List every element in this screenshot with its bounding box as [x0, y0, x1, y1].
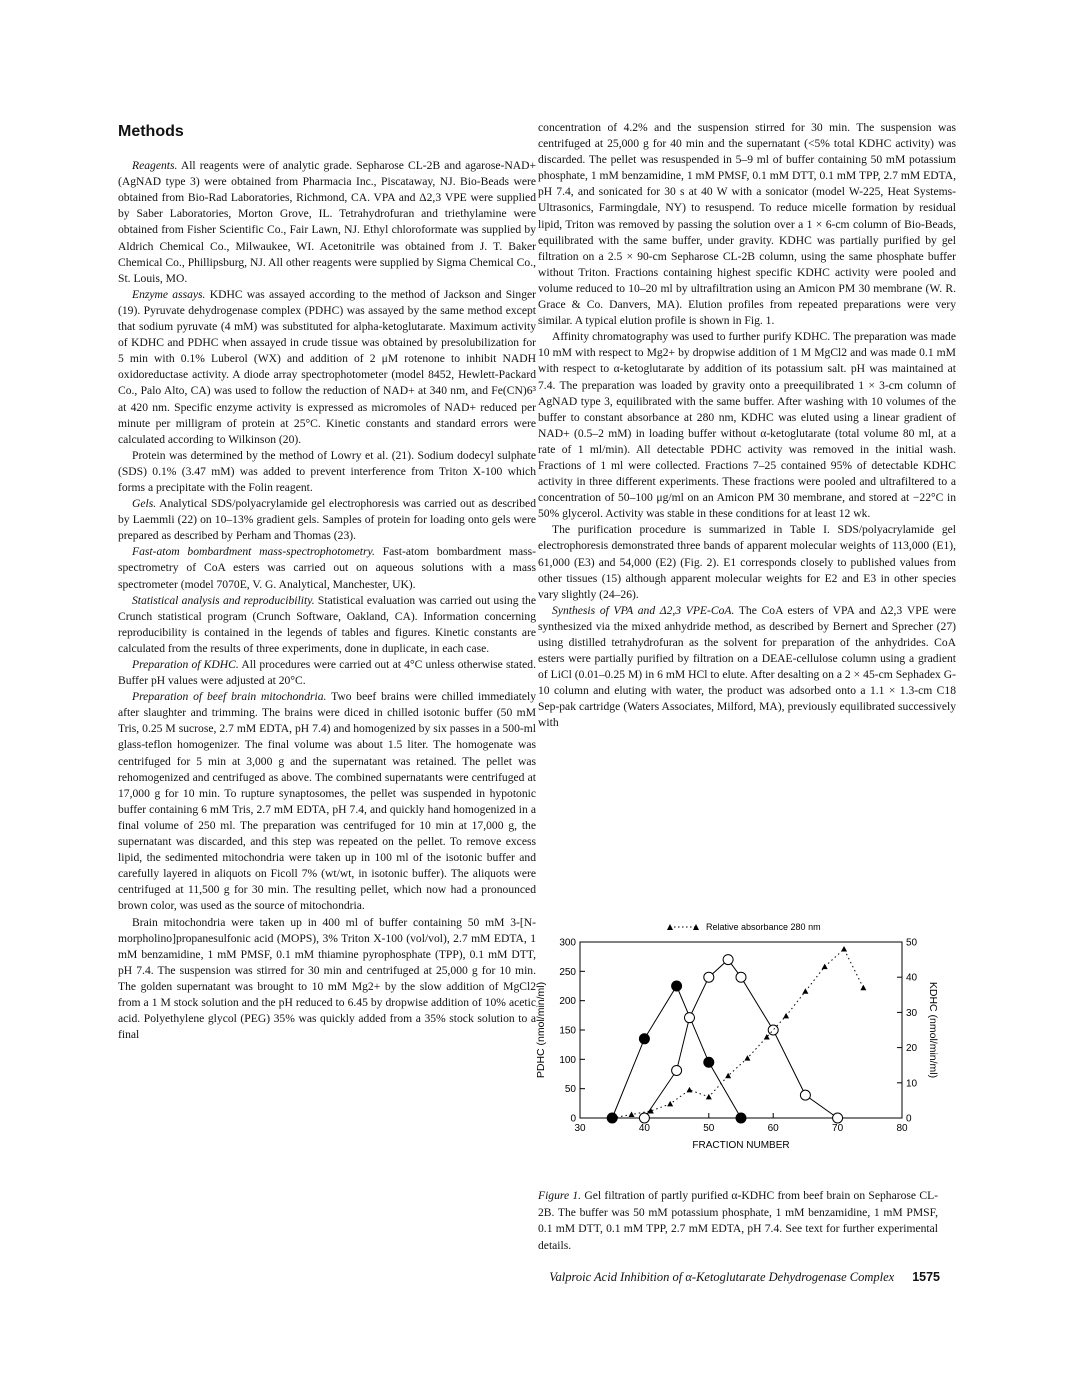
- paragraph-text: Two beef brains were chilled immediately after slaughter and trimming. The brains were diced in chilled isotonic buffer (50 mM Tris, 0.25 M sucrose, 2.7 mM EDTA, pH 7.4) and homogenized by six passes in a 500-ml glass-teflon homogenizer. The final volume was about 1.5 liter. The homogenate was centrifuged for 5 min at 3,000 g and the supernatant was retained. The pellet was rehomogenized and centrifuged as above. The combined supernatants were centrifuged at 17,000 g for 10 min. To rupture synaptosomes, the pellet was suspended in hypotonic buffer containing 6 mM Tris, 2.7 mM EDTA, pH 7.4, and quickly hand homogenized in a final volume of 250 ml. The preparation was centrifuged for 10 min at 17,000 g, the supernatant was discarded, and this step was repeated on the pellet. To remove excess lipid, the sedimented mitochondria were taken up in 100 ml of the isotonic buffer and carefully layered in aliquots on Ficoll 7% (wt/wt, in isotonic buffer). The aliquots were centrifuged at 11,500 g for 30 min. The resulting pellet, which now had a pronounced brown color, was used as the source of mitochondria.: [118, 690, 537, 913]
- kdhc-point: [684, 1013, 694, 1023]
- paragraph: [538, 120, 956, 329]
- paragraph: [118, 689, 536, 914]
- paragraph: [118, 915, 536, 1044]
- paragraph-text: Brain mitochondria were taken up in 400 ml of buffer containing 50 mM 3-[N-morpholino]propanesulfonic acid (MOPS), 3% Triton X-100 (vol/vol), 2.7 mM EDTA, 1 mM benzamidine, 1 mM PMSF, 0.1 mM thiamine pyrophosphate (TPP), 0.1 mM DTT, pH 7.4. The suspension was stirred for 30 min and centrifuged at 25,000 g for 10 min. The golden supernatant was brought to 10 mM Mg2+ by the slow addition of MgCl2 from a 1 M stock solution and the pH reduced to 6.45 by dropwise addition of 10% acetic acid. Polyethylene glycol (PEG) 35% was quickly added from a 35% stock solution to a final: [118, 915, 536, 1042]
- plot-frame: [580, 942, 902, 1118]
- paragraph-runin-heading: Gels.: [132, 497, 157, 511]
- paragraph: [118, 496, 536, 544]
- absorbance-point: [802, 988, 808, 994]
- legend-triangle-marker: [693, 924, 699, 930]
- paragraph: [118, 593, 536, 657]
- paragraph-text: All procedures were carried out at 4°C unless otherwise stated. Buffer pH values were adjusted at 20°C.: [118, 658, 536, 688]
- y-right-axis-label: KDHC (nmol/min/ml): [927, 981, 939, 1079]
- figure-caption: [538, 1188, 938, 1254]
- series-line-pdhc: [612, 986, 741, 1118]
- paragraph: [538, 329, 956, 522]
- y-left-axis-label: PDHC (nmol/min/ml): [535, 981, 547, 1079]
- paragraph: [118, 657, 536, 689]
- y-left-tick-label: 300: [559, 937, 576, 949]
- y-left-tick-label: 150: [559, 1025, 576, 1037]
- left-paragraphs: [118, 158, 536, 1043]
- page-footer: [470, 1270, 940, 1285]
- paragraph-runin-heading: Fast-atom bombardment mass-spectrophotometry.: [132, 545, 375, 559]
- absorbance-point: [841, 946, 847, 952]
- absorbance-point: [686, 1087, 692, 1093]
- paragraph-runin-heading: Statistical analysis and reproducibility.: [132, 593, 315, 607]
- paragraph: [538, 603, 956, 732]
- x-tick-label: 40: [638, 1123, 650, 1134]
- kdhc-point: [704, 972, 714, 982]
- y-left-tick-label: 250: [559, 966, 576, 978]
- paragraph-runin-heading: Preparation of beef brain mitochondria.: [132, 690, 327, 704]
- paragraph-runin-heading: Reagents.: [132, 159, 178, 173]
- pdhc-point: [639, 1034, 649, 1044]
- absorbance-point: [783, 1013, 789, 1019]
- y-right-tick-label: 20: [906, 1043, 918, 1055]
- x-tick-label: 30: [574, 1123, 586, 1134]
- kdhc-point: [833, 1113, 843, 1123]
- paragraph-runin-heading: Enzyme assays.: [132, 287, 206, 301]
- y-left-tick-label: 200: [559, 996, 576, 1008]
- paragraph-text: Statistical evaluation was carried out using the Crunch statistical program (Crunch Software, Oakland, CA). Information concerning reproducibility is contained in the legends of tables and figures. Kinetic constants are calculated from the results of three experiments, done in duplicate, in each case.: [118, 593, 536, 655]
- kdhc-point: [800, 1090, 810, 1100]
- x-tick-label: 50: [703, 1123, 715, 1134]
- legend-label: Relative absorbance 280 nm: [706, 922, 821, 932]
- kdhc-point: [672, 1065, 682, 1075]
- paragraph-text: Analytical SDS/polyacrylamide gel electrophoresis was carried out as described by Laemmli (22) on 10–13% gradient gels. Samples of protein for loading onto gels were prepared as described by Perham and Thomas (23).: [118, 497, 536, 543]
- paragraph-text: Protein was determined by the method of Lowry et al. (21). Sodium dodecyl sulphate (SDS) 0.1% (3.47 mM) was added to prevent interference from Triton X-100 which forms a precipitate with the Folin reagent.: [118, 448, 536, 494]
- kdhc-point: [736, 972, 746, 982]
- paragraph-text: Affinity chromatography was used to further purify KDHC. The preparation was made 10 mM with respect to Mg2+ by dropwise addition of 1 M MgCl2 and was made 0.1 mM with respect to α-ketoglutarate by addition of its potassium salt. pH was maintained at 7.4. The preparation was loaded by gravity onto a preequilibrated 1 × 3-cm column of AgNAD type 3, equilibrated with the same buffer. After washing with 10 volumes of the buffer to constant absorbance at 280 nm, KDHC was eluted using a linear gradient of NAD+ (0.5–2 mM) in loading buffer without α-ketoglutarate (total volume 80 ml, at a rate of 1 ml/min). All detectable PDHC activity was removed in the initial wash. Fractions of 1 ml were collected. Fractions 7–25 contained 95% of detectable KDHC activity in three different experiments. These fractions were pooled and ultrafiltered to a concentration of 50–100 μg/ml on an Amicon PM 30 membrane, and stored at −22°C in 50% glycerol. Activity was stable in these conditions for at least 12 wk.: [538, 330, 956, 521]
- legend-triangle-marker: [667, 924, 673, 930]
- right-column: [538, 120, 956, 732]
- y-right-tick-label: 30: [906, 1007, 918, 1019]
- caption-label: Figure 1.: [538, 1189, 582, 1202]
- running-title: Valproic Acid Inhibition of α-Ketoglutarate Dehydrogenase Complex: [549, 1270, 895, 1284]
- absorbance-point: [860, 985, 866, 991]
- y-right-tick-label: 40: [906, 972, 918, 984]
- figure-1-chart: [520, 918, 940, 1178]
- paragraph-runin-heading: Synthesis of VPA and Δ2,3 VPE-CoA.: [552, 603, 735, 617]
- paragraph: [538, 522, 956, 602]
- pdhc-point: [736, 1113, 746, 1123]
- y-right-tick-label: 50: [906, 937, 918, 949]
- absorbance-point: [706, 1094, 712, 1100]
- paragraph-text: The purification procedure is summarized in Table I. SDS/polyacrylamide gel electrophoresis demonstrated three bands of apparent molecular weights of 113,000 (E1), 61,000 (E3) and 54,000 (E2) (Fig. 2). E1 corresponds closely to published values from other tissues (15) although apparent molecular weights for E2 and E3 in other species vary slightly (24–26).: [538, 523, 956, 601]
- y-right-tick-label: 0: [906, 1113, 912, 1125]
- kdhc-point: [768, 1025, 778, 1035]
- paragraph: [118, 158, 536, 287]
- caption-text: Gel filtration of partly purified α-KDHC from beef brain on Sepharose CL-2B. The buffer was 50 mM potassium phosphate, 1 mM benzamidine, 1 mM PMSF, 0.1 mM DTT, 0.1 mM TPP, 2.7 mM EDTA, pH 7.4. See text for further experimental details.: [538, 1189, 939, 1252]
- paragraph-text: All reagents were of analytic grade. Sepharose CL-2B and agarose-NAD+ (AgNAD type 3) were obtained from Pharmacia Inc., Piscataway, NJ. Bio-Beads were obtained from Bio-Rad Laboratories, Richmond, CA. VPA and Δ2,3 VPE were supplied by Saber Laboratories, Morton Grove, IL. Tetrahydrofuran and triethylamine were obtained from Fisher Scientific Co., Fair Lawn, NJ. Ethyl chloroformate was supplied by Aldrich Chemical Co., Milwaukee, WI. Acetonitrile was obtained from J. T. Baker Chemical Co., Phillipsburg, NJ. All other reagents were supplied by Sigma Chemical Co., St. Louis, MO.: [118, 159, 536, 285]
- y-left-tick-label: 0: [570, 1113, 576, 1125]
- pdhc-point: [704, 1057, 714, 1067]
- y-right-tick-label: 10: [906, 1078, 918, 1090]
- paragraph: [118, 287, 536, 448]
- kdhc-point: [723, 955, 733, 965]
- paragraph-text: KDHC was assayed according to the method of Jackson and Singer (19). Pyruvate dehydrogenase complex (PDHC) was assayed by the same method except that sodium pyruvate (4 mM) was substituted for alpha-ketoglutarate. Maximum activity of KDHC and PDHC when assayed in crude tissue was obtained by presolubilization for 5 min with 0.1% Luberol (WX) and addition of 2 μM rotenone to inhibit NADH oxidoreductase activity. A diode array spectrophotometer (model 8452, Hewlett-Packard Co., Palo Alto, CA) was used to follow the reduction of NAD+ at 340 nm, and Fe(CN)6³ at 420 nm. Specific enzyme activity is expressed as micromoles of NAD+ reduced per minute per milligram of protein at 25°C. Kinetic constants and standard errors were calculated according to Wilkinson (20).: [118, 287, 536, 446]
- absorbance-point: [667, 1101, 673, 1107]
- page-number: 1575: [912, 1270, 940, 1284]
- kdhc-point: [639, 1113, 649, 1123]
- paragraph-text: The CoA esters of VPA and Δ2,3 VPE were synthesized via the mixed anhydride method, as described by Bernert and Sprecher (27) using distilled tetrahydrofuran as the solvent for preparation of the anhydrides. CoA esters were partially purified by filtration on a DEAE-cellulose column using a gradient of LiCl (0.01–0.25 M) in 6 mM HCl to elute. After desalting on a 2 × 45-cm Sephadex G-10 column and eluting with water, the product was adsorbed onto a 1.1 × 1.3-cm C18 Sep-pak cartridge (Waters Associates, Milford, MA), previously equilibrated successively with: [538, 603, 956, 730]
- x-tick-label: 60: [767, 1123, 779, 1134]
- right-paragraphs: [538, 120, 956, 732]
- x-axis-label: FRACTION NUMBER: [692, 1140, 790, 1151]
- paragraph: [118, 544, 536, 592]
- paragraph-text: concentration of 4.2% and the suspension stirred for 30 min. The suspension was centrifuged at 25,000 g for 40 min and the supernatant (<5% total KDHC activity) was discarded. The pellet was resuspended in 5–9 ml of buffer containing 50 mM potassium phosphate, 1 mM benzamidine, 1 mM PMSF, 0.1 mM DTT, 0.1 mM TPP, 2.7 mM EDTA, pH 7.4, and sonicated for 30 s at 40 W with a sonicator (model W-225, Heat Systems-Ultrasonics, Farmingdale, NY) to resuspend. To reduce micelle formation by residual lipid, Triton was removed by passing the solution over a 1 × 6-cm column of Bio-Beads, equilibrated with the same buffer, under gravity. KDHC was partially purified by gel filtration on a 2.5 × 90-cm Sepharose CL-2B column, using the same phosphate buffer without Triton. Fractions containing highest specific KDHC activity were pooled and volume reduced to 10–20 ml by ultrafiltration using an Amicon PM 30 membrane (W. R. Grace & Co. Danvers, MA). Elution profiles from repeated preparations were very similar. A typical elution profile is shown in Fig. 1.: [538, 121, 956, 328]
- section-heading: Methods: [118, 123, 184, 140]
- pdhc-point: [672, 981, 682, 991]
- y-left-tick-label: 50: [564, 1084, 576, 1096]
- absorbance-point: [629, 1111, 635, 1117]
- absorbance-point: [764, 1034, 770, 1040]
- x-tick-label: 80: [896, 1123, 908, 1134]
- paragraph-runin-heading: Preparation of KDHC.: [132, 658, 239, 671]
- paragraph-text: Fast-atom bombardment mass-spectrometry of CoA esters was carried out on aqueous solutions with a mass spectrometer (model 7070E, V. G. Analytical, Manchester, UK).: [118, 545, 537, 591]
- paragraph: [118, 448, 536, 496]
- absorbance-point: [822, 964, 828, 970]
- left-column: [118, 120, 536, 1043]
- x-tick-label: 70: [832, 1123, 844, 1134]
- y-left-tick-label: 100: [559, 1054, 576, 1066]
